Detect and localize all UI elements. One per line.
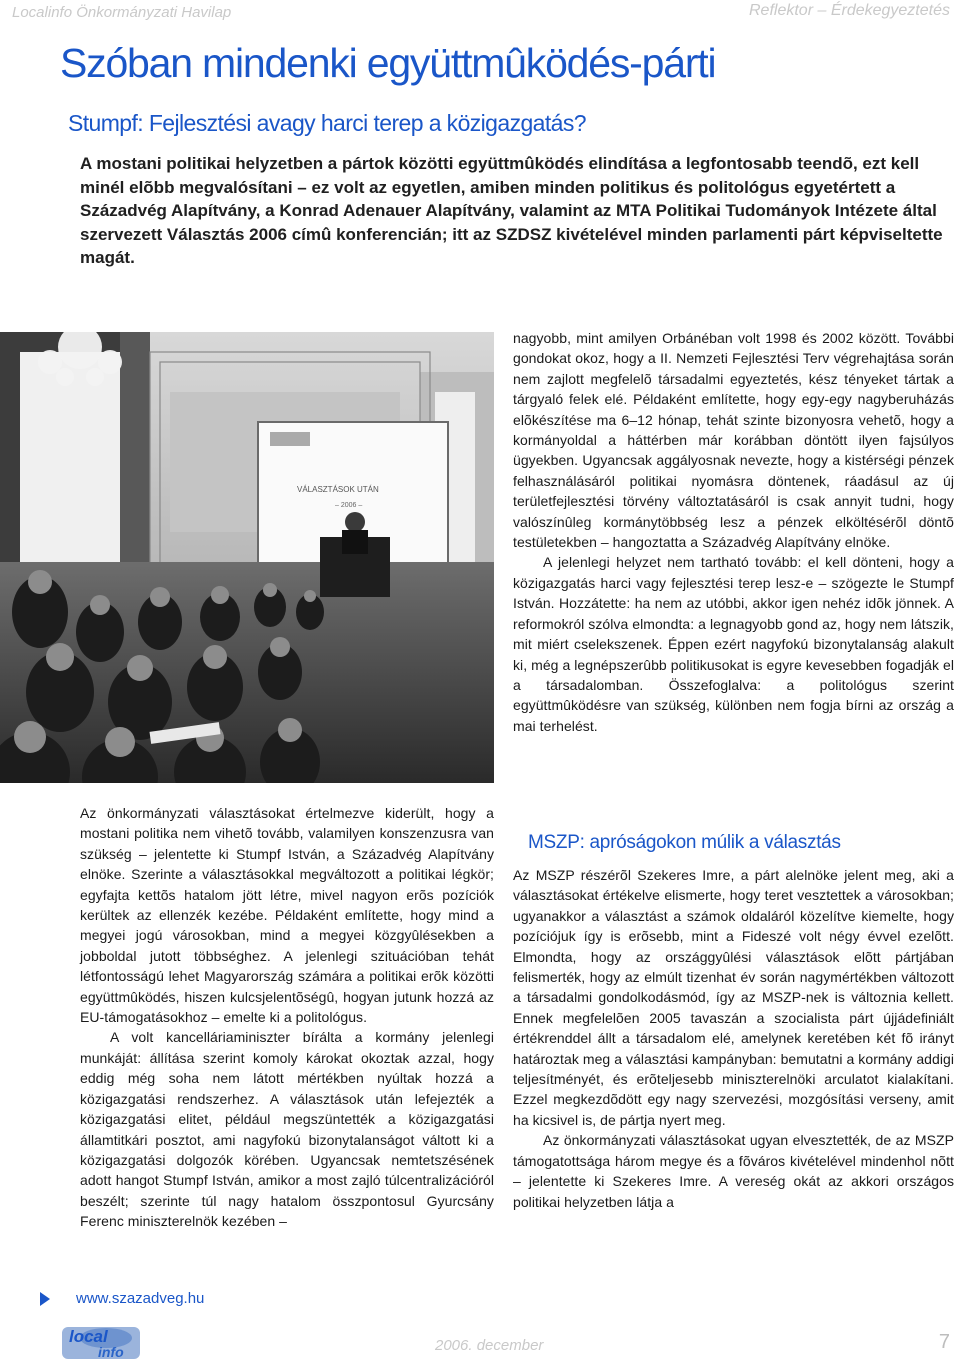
article-title: Szóban mindenki együttmûködés-párti (60, 40, 716, 86)
website-link-text[interactable]: www.szazadveg.hu (76, 1290, 205, 1307)
paragraph: Az önkormányzati választásokat ugyan elvesztették, de az MSZP támogatottsága három megye és a fõváros kivételével mindenhol nõtt – jelentette ki Szekeres Imre. A vereség okát az akkori országos politikai helyzetben látja a (513, 1132, 954, 1210)
right-column-body-top (513, 328, 954, 736)
localinfo-logo (62, 1324, 144, 1362)
left-column-body (80, 803, 494, 1232)
arrow-right-icon (40, 1292, 50, 1306)
paragraph: A volt kancelláriaminiszter bírálta a kormány jelenlegi munkáját: állítása szerint komoly károkat okoztak azzal, hogy eddig még soha nem látott mértékben nyúltak hozzá a közigazgatási rendszerhez. A választások után lefejezték a közigazgatási elitet, például megszüntették a közigazgatási államtitkári posztot, ami nagyfokú bizonytalanságot váltott ki a közigazgatási dolgozók körében. Ugyancsak nemtetszésének adott hangot Stumpf István, amikor a most zajló túlcentralizációról beszélt; szerinte túl nagy hatalom összpontosul Gyurcsány Ferenc miniszterelnök kezében – (80, 1029, 494, 1230)
running-header-section: Reflektor – Érdekegyeztetés (749, 2, 950, 19)
paragraph: A jelenlegi helyzet nem tartható tovább: el kell dönteni, hogy a közigazgatás harci vagy fejlesztési terep lesz-e – szögezte le Stumpf István. Hozzátette: ha nem az utóbbi, akkor igen nehéz idõk jönnek. A reformokról szólva elmondta: a legnagyobb gond az, hogy nem látszik, mit miért cselekszenek. Éppen ezért nagyfokú bizonytalanság alakult ki, még a legnépszerûbb politikusokat is egyre kevesebben fogadják el a társadalomban. Összefoglalva: a politológus szerint együttmûködésre van szükség, különben nem fogja bírni az ország a mai terhelést. (513, 554, 954, 734)
projector-screen-subtitle: – 2006 – (335, 502, 363, 509)
article-subtitle: Stumpf: Fejlesztési avagy harci terep a közigazgatás? (68, 110, 586, 136)
conference-photo (0, 332, 494, 783)
logo-text-info: info (98, 1344, 124, 1360)
page-number: 7 (938, 1331, 950, 1353)
article-lead: A mostani politikai helyzetben a pártok közötti együttmûködés elindítása a legfontosabb teendõ, ezt kell minél elõbb megvalósítani – ez volt az egyetlen, amiben minden politikus és politológus egyetértett a Századvég Alapítvány, a Konrad Adenauer Alapítvány, valamint az MTA Politikai Tudományok Intézete által szervezett Választás 2006 címû konferencián; itt az SZDSZ kivételével minden parlamenti párt képviseltette magát. (80, 154, 943, 267)
conference-photo-illustration (0, 332, 494, 783)
issue-date: 2006. december (435, 1337, 544, 1354)
right-column-body-bottom (513, 865, 954, 1212)
paragraph: Az önkormányzati választásokat értelmezve kiderült, hogy a mostani politika nem vihetõ tovább, valamilyen konszenzusra van szükség – jelentette ki Stumpf István, a Századvég Alapítvány elnöke. Szerinte a választásokkal megváltozott a politikai légkör; egyfajta kettõs hatalom jött létre, mivel nagyon erõs pozíciók kerültek az ellenzék kezébe. Példaként említette, hogy mind a megyei jogú városokban, mind a megyei közgyûlésekben a jobboldal jutott többséghez. A jelenlegi szituációban tehát létfontosságú lehet Magyarország számára a politikai erõk közötti együttmûködés, hiszen kulcsjelentõségû, hogyan jutunk hozzá az EU-támogatásokhoz – emelte ki a politológus. (80, 805, 494, 1026)
section-heading: MSZP: apróságokon múlik a választás (528, 832, 841, 853)
paragraph: nagyobb, mint amilyen Orbánéban volt 1998 és 2002 között. További gondokat okoz, hogy a II. Nemzeti Fejlesztési Terv végrehajtása során nem zajlott megfelelõ társadalmi egyeztetés, kész tényeket tártak a tárgyaló felek elé. Példaként említette, hogy egy-egy nagyberuházás elõkészítése ma 6–12 hónap, tehát szinte bizonyosra vehetõ, hogy a kormányoldal a háttérben már korábban döntött ilyen fajsúlyos ügyekben. Ugyancsak aggályosnak nevezte, hogy a kistérségi pénzek felhasználásáról politikai nyomásra döntenek, ráadásul az új területfejlesztési törvény változtatásáról is csak annyit tudni, hogy valószínûleg kormánytöbbség lesz a pénzek elköltésérõl döntõ testületekben – hangoztatta a Századvég Alapítvány elnöke. (513, 330, 954, 551)
paragraph: Az MSZP részérõl Szekeres Imre, a párt alelnöke jelent meg, aki a választásokat értékelve elismerte, hogy teret vesztettek a városokban; ugyanakkor a választást a számok oldaláról közelítve kiemelte, hogy pozíciójuk így is erõsebb, mint a Fideszé volt négy évvel ezelõtt. Elmondta, hogy az országgyûlési választások elõtt pártjában felismerték, hogy az elmúlt tizenhat év során nagymértékben változott a társadalmi gondolkodásmód, így az MSZP-nek is változnia kellett. Ennek megfelelõen 2005 tavaszán a szocialista párt újjádefiniált értékrenddel állt a társadalom elé, amelynek keretében két fõ irányt határoztak meg a választási kampányban: bemutatni a kormány addigi teljesítményét, és erõteljesebb miniszterelnöki arculatot kialakítani. Ezzel megkezdõdött egy nagy szervezési, mozgósítási verseny, amit ha kicsivel is, de pártja nyert meg. (513, 867, 954, 1128)
running-header-publication: Localinfo Önkormányzati Havilap (12, 4, 232, 21)
projector-screen-title: VÁLASZTÁSOK UTÁN (297, 485, 379, 494)
logo-text-local: local (69, 1327, 108, 1346)
website-link[interactable] (40, 1290, 204, 1307)
